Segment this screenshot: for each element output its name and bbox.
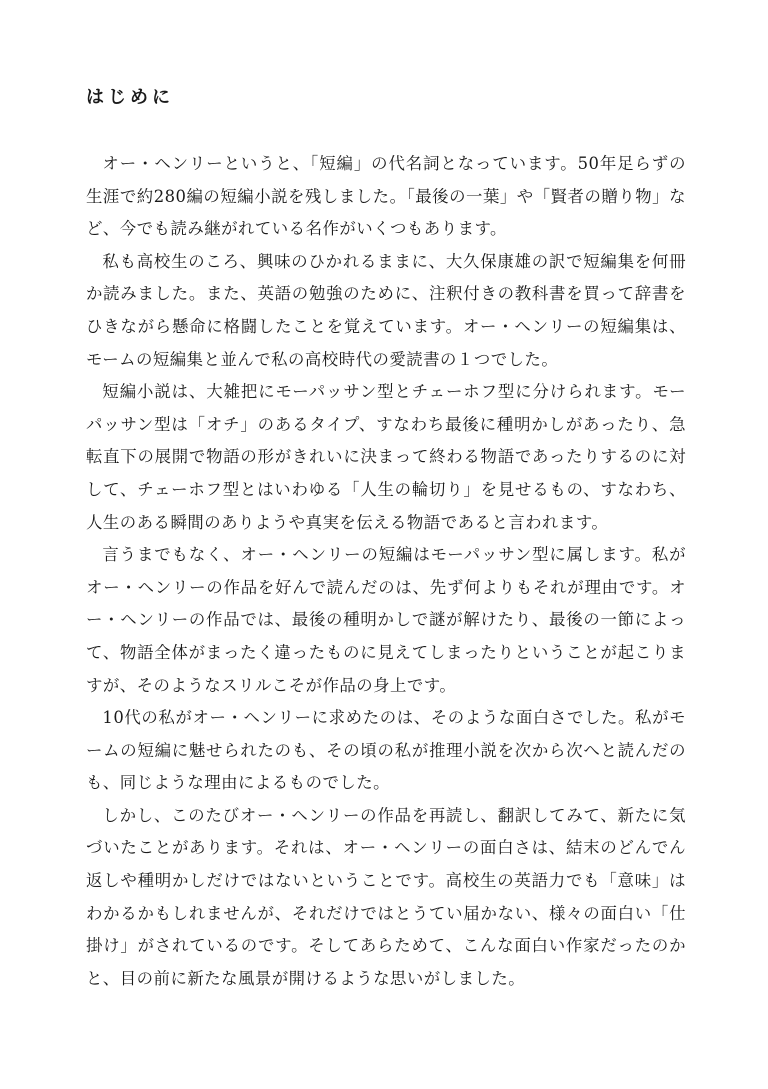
paragraph: 言うまでもなく、オー・ヘンリーの短編はモーパッサン型に属します。私がオー・ヘンリーの作品を好んで読んだのは、先ず何よりもそれが理由です。オー・ヘンリーの作品では、最後の種明かしで謎が解けたり、最後の一節によって、物語全体がまったく違ったものに見えてしまったりということが起こりますが、そのようなスリルこそが作品の身上です。 [86,545,686,695]
paragraph: しかし、このたびオー・ヘンリーの作品を再読し、翻訳してみて、新たに気づいたことがあります。それは、オー・ヘンリーの面白さは、結末のどんでん返しや種明かしだけではないということです。高校生の英語力でも「意味」はわかるかもしれませんが、それだけではとうてい届かない、様々の面白い「仕掛け」がされているのです。そしてあらためて、こんな面白い作家だったのかと、目の前に新たな風景が開けるような思いがしました。 [86,805,686,988]
paragraph: オー・ヘンリーというと、「短編」の代名詞となっています。50年足らずの生涯で約280編の短編小説を残しました。「最後の一葉」や「賢者の贈り物」など、今でも読み継がれている名作がいくつもあります。 [86,154,686,239]
page-title: はじめに [86,87,174,108]
paragraph: 短編小説は、大雑把にモーパッサン型とチェーホフ型に分けられます。モーパッサン型は「オチ」のあるタイプ、すなわち最後に種明かしがあったり、急転直下の展開で物語の形がきれいに決まって終わる物語であったりするのに対して、チェーホフ型とはいわゆる「人生の輪切り」を見せるもの、すなわち、人生のある瞬間のありようや真実を伝える物語であると言われます。 [86,382,686,532]
paragraph: 10代の私がオー・ヘンリーに求めたのは、そのような面白さでした。私がモームの短編に魅せられたのも、その頃の私が推理小説を次から次へと読んだのも、同じような理由によるものでした。 [86,708,686,793]
document-body [86,148,686,995]
document-page [86,72,686,995]
paragraph: 私も高校生のころ、興味のひかれるままに、大久保康雄の訳で短編集を何冊か読みました。また、英語の勉強のために、注釈付きの教科書を買って辞書をひきながら懸命に格闘したことを覚えています。オー・ヘンリーの短編集は、モームの短編集と並んで私の高校時代の愛読書の１つでした。 [86,251,686,369]
